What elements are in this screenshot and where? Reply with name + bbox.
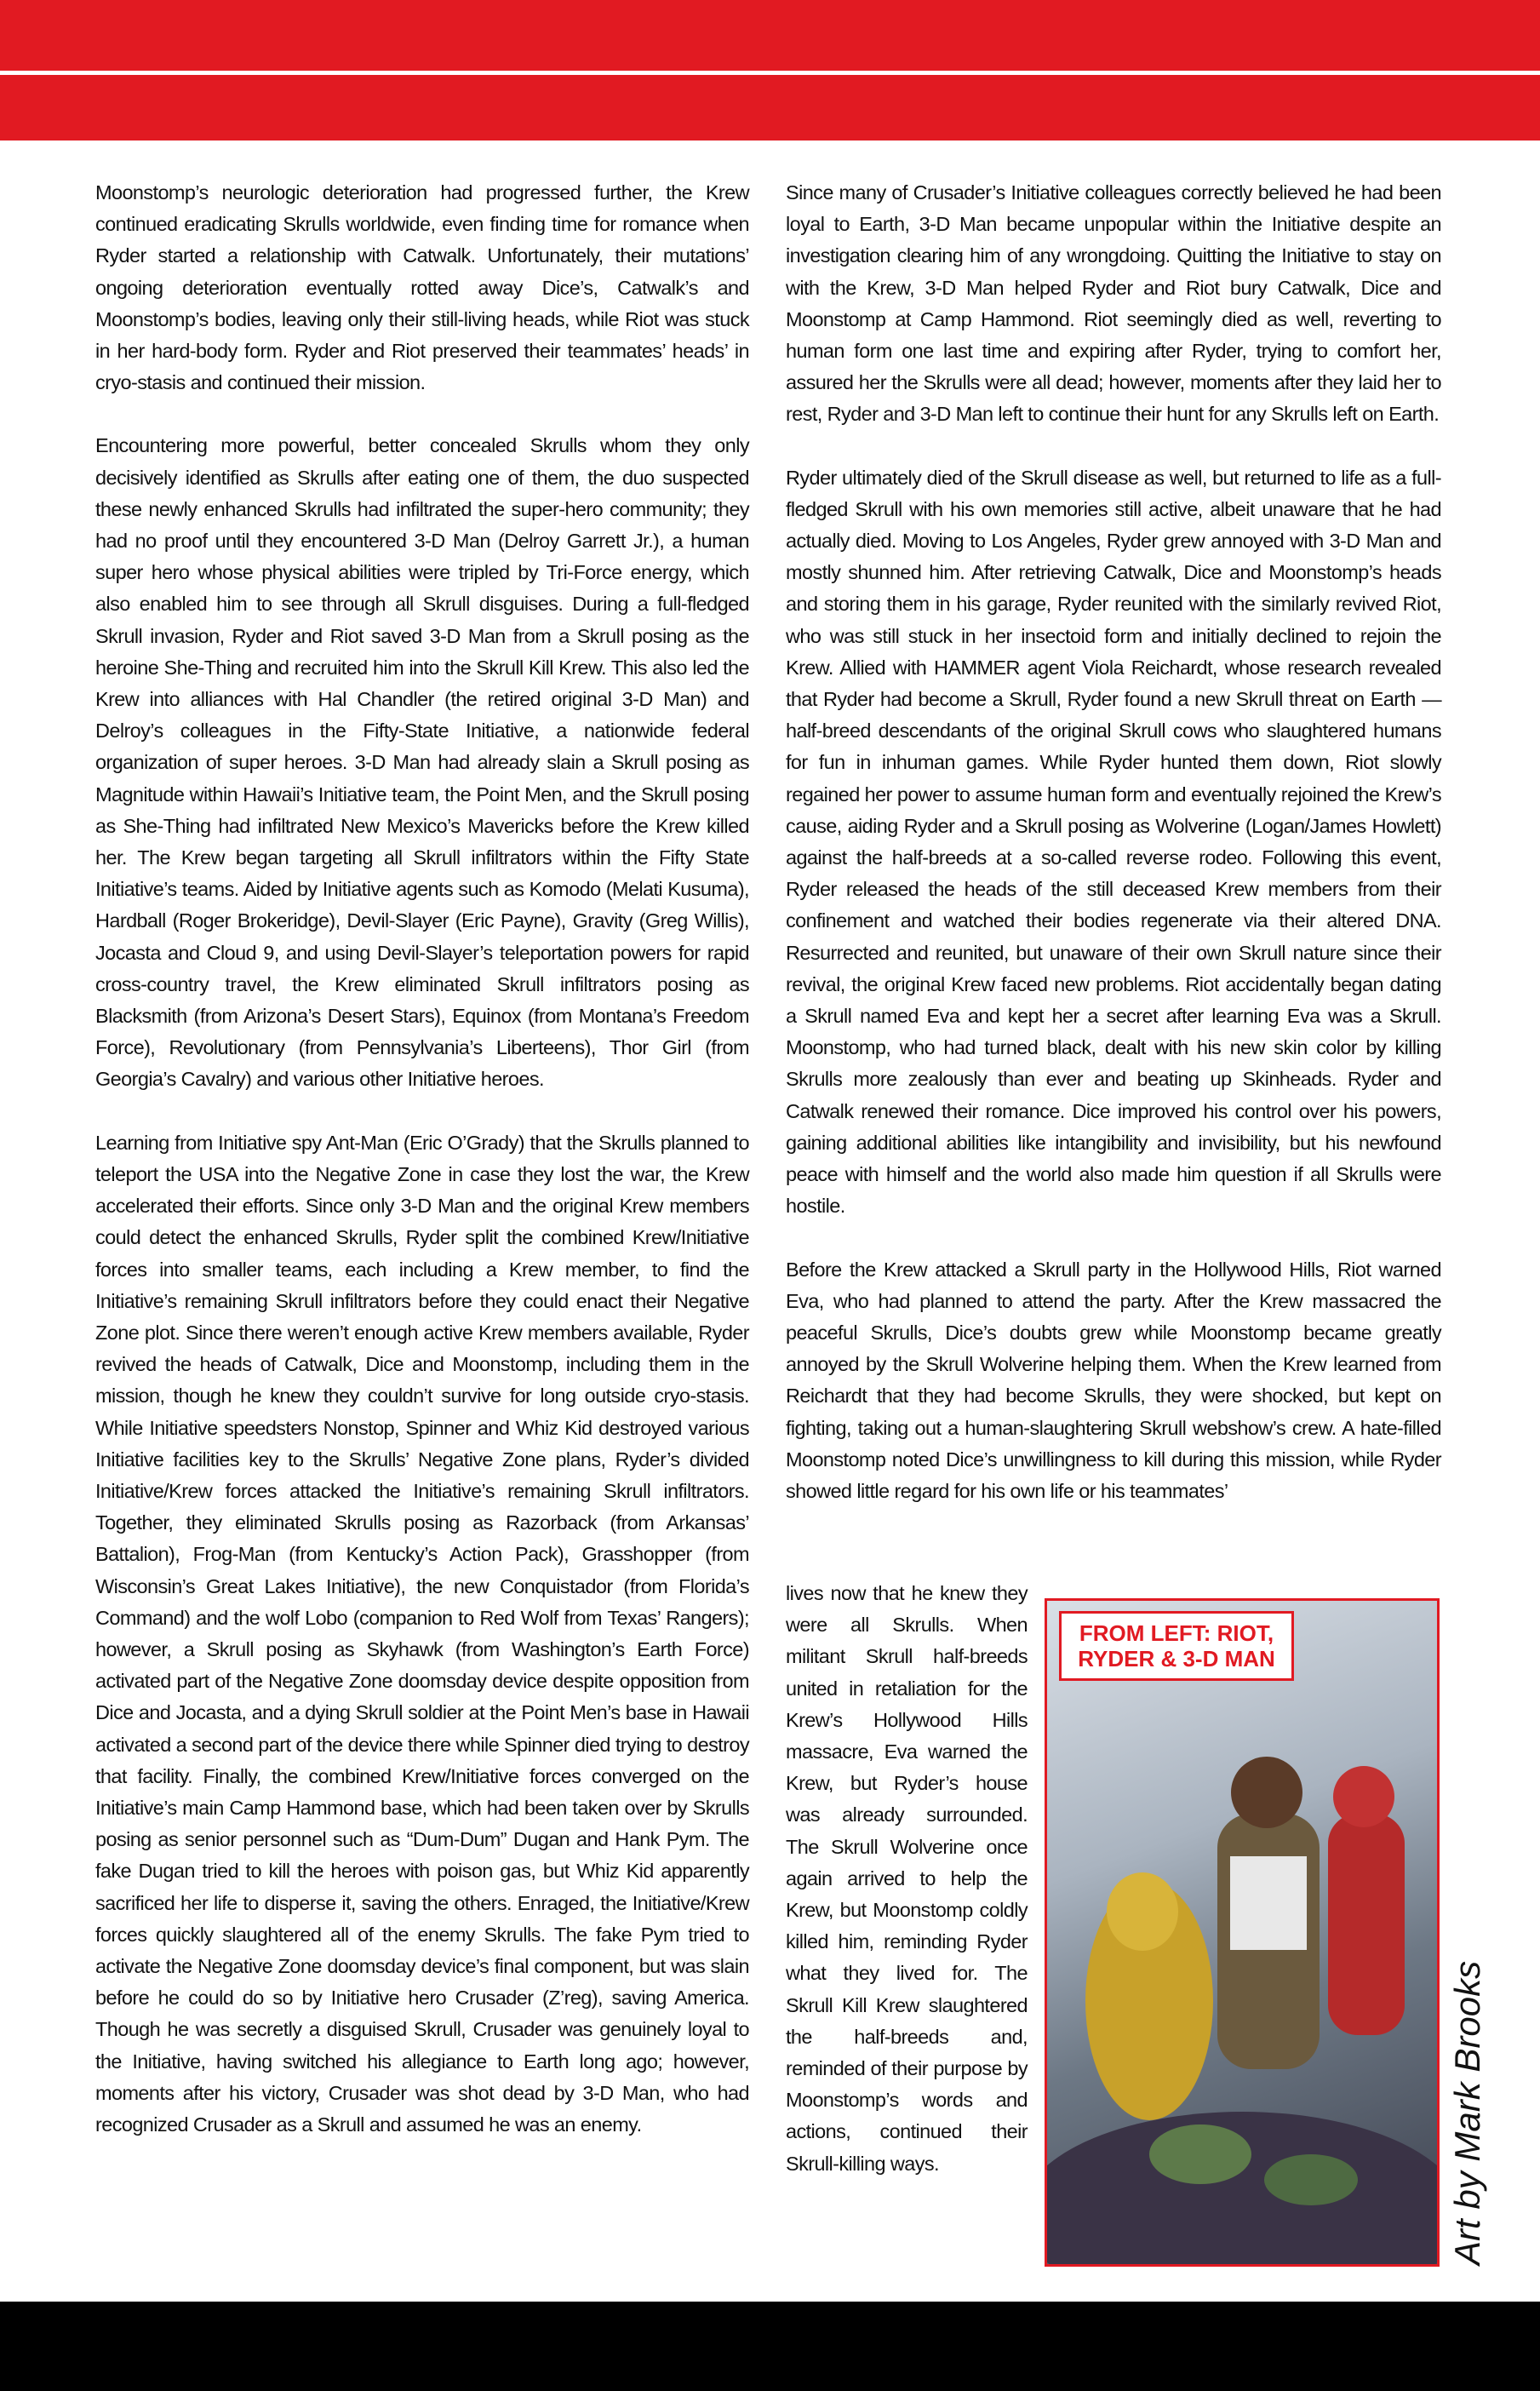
footer-bar bbox=[0, 2302, 1540, 2391]
header-bar bbox=[0, 0, 1540, 140]
art-caption: FROM LEFT: RIOT, RYDER & 3-D MAN bbox=[1059, 1611, 1294, 1681]
paragraph: Encountering more powerful, better concealed Skrulls whom they only decisively identified as Skrulls after eating one of them, the duo suspected these newly enhanced Skrulls had infiltrated the super-hero community; they had no proof until they encountered 3-D Man (Delroy Garrett Jr.), a human super hero whose physical abilities were tripled by Tri-Force energy, which also enabled him to see through all Skrull disguises. During a full-fledged Skrull invasion, Ryder and Riot saved 3-D Man from a Skrull posing as the heroine She-Thing and recruited him into the Skrull Kill Krew. This also led the Krew into alliances with Hal Chandler (the retired original 3-D Man) and Delroy’s colleagues in the Fifty-State Initiative, a nationwide federal organization of super heroes. 3-D Man had already slain a Skrull posing as Magnitude within Hawaii’s Initiative team, the Point Men, and the Skrull posing as She-Thing had infiltrated New Mexico’s Mavericks before the Krew killed her. The Krew began targeting all Skrull infiltrators within the Fifty State Initiative’s teams. Aided by Initiative agents such as Komodo (Melati Kusuma), Hardball (Roger Brokeridge), Devil-Slayer (Eric Payne), Gravity (Greg Willis), Jocasta and Cloud 9, and using Devil-Slayer’s teleportation powers for rapid cross-country travel, the Krew eliminated Skrull infiltrators posing as Blacksmith (from Arizona’s Desert Stars), Equinox (from Montana’s Freedom Force), Revolutionary (from Pennsylvania’s Liberteens), Thor Girl (from Georgia’s Cavalry) and various other Initiative heroes. bbox=[95, 434, 749, 1091]
paragraph: Learning from Initiative spy Ant-Man (Eric O’Grady) that the Skrulls planned to teleport the USA into the Negative Zone in case they lost the war, the Krew accelerated their efforts. Since only 3-D Man and the original Krew members could detect the enhanced Skrulls, Ryder split the combined Krew/Initiative forces into smaller teams, each including a Krew member, to find the Initiative’s remaining Skrull infiltrators before they could enact their Negative Zone plot. Since there weren’t enough active Krew members available, Ryder revived the heads of Catwalk, Dice and Moonstomp, including them in the mission, though he knew they couldn’t survive for long outside cryo-stasis. While Initiative speedsters Nonstop, Spinner and Whiz Kid destroyed various Initiative facilities key to the Skrulls’ Negative Zone plans, Ryder’s divided Initiative/Krew forces attacked the Initiative’s remaining Skrull infiltrators. Together, they eliminated Skrulls posing as Razorback (from Arkansas’ Battalion), Frog-Man (from Kentucky’s Action Pack), Grasshopper (from Wisconsin’s Great Lakes Initiative), the new Conquistador (from Florida’s Command) and the wolf Lobo (companion to Red Wolf from Texas’ Rangers); however, a Skrull posing as Skyhawk (from Washington’s Earth Force) activated part of the Negative Zone doomsday device despite opposition from Dice and Jocasta, and a dying Skrull soldier at the Point Men’s base in Hawaii activated a second part of the device there while Spinner died trying to destroy that facility. Finally, the combined Krew/Initiative forces converged on the Initiative’s main Camp Hammond base, which had been taken over by Skrulls posing as senior personnel such as “Dum-Dum” Dugan and Hank Pym. The fake Dugan tried to kill the heroes with poison gas, but Whiz Kid apparently sacrificed her life to disperse it, saving the others. Enraged, the Initiative/Krew forces quickly slaughtered all of the enemy Skrulls. The fake Pym tried to activate the Negative Zone doomsday device’s final component, but was slain before he could do so by Initiative hero Crusader (Z’reg), saving America. Though he was secretly a disguised Skrull, Crusader was genuinely loyal to the Initiative, having switched his allegiance to Earth long ago; however, moments after his victory, Crusader was shot dead by 3-D Man, who had recognized Crusader as a Skrull and assumed he was an enemy. bbox=[95, 1131, 749, 2136]
right-column bbox=[786, 177, 1441, 1507]
skrull-heads-2 bbox=[1264, 2154, 1358, 2205]
wrapped-paragraph: lives now that he knew they were all Skrulls. When militant Skrull half-breeds united in retaliation for the Krew’s Hollywood Hills massacre, Eva warned the Krew, but Ryder’s house was already surrounded. The Skrull Wolverine once again arrived to help the Krew, but Moonstomp coldly killed him, reminding Ryder what they lived for. The Skrull Kill Krew slaughtered the half-breeds and, reminded of their purpose by Moonstomp’s words and actions, continued their Skrull-killing ways. bbox=[786, 1582, 1028, 2175]
artwork-panel bbox=[1045, 1598, 1440, 2267]
threed-man-figure bbox=[1328, 1814, 1405, 2035]
header-stripe bbox=[0, 71, 1540, 75]
riot-head bbox=[1107, 1872, 1178, 1951]
paragraph: Ryder ultimately died of the Skrull disease as well, but returned to life as a full-fledged Skrull with his own memories still active, albeit unaware that he had actually died. Moving to Los Angeles, Ryder grew annoyed with 3-D Man and mostly shunned him. After retrieving Catwalk, Dice and Moonstomp’s heads and storing them in his garage, Ryder reunited with the similarly revived Riot, who was still stuck in her insectoid form and initially declined to rejoin the Krew. Allied with HAMMER agent Viola Reichardt, whose research revealed that Ryder had become a Skrull, Ryder found a new Skrull threat on Earth — half-breed descendants of the original Skrull cows who slaughtered humans for fun in inhuman games. While Ryder hunted them down, Riot slowly regained her power to assume human form and eventually rejoined the Krew’s cause, aiding Ryder and a Skrull posing as Wolverine (Logan/James Howlett) against the half-breeds at a so-called reverse rodeo. Following this event, Ryder released the heads of the still deceased Krew members from their confinement and watched their bodies regenerate via their altered DNA. Resurrected and reunited, but unaware of their own Skrull nature since their revival, the original Krew faced new problems. Riot accidentally began dating a Skrull named Eva and kept her a secret after learning Eva was a Skrull. Moonstomp, who had turned black, dealt with his new skin color by killing Skrulls more zealously than ever and beating up Skinheads. Ryder and Catwalk renewed their romance. Dice improved his control over his powers, gaining additional abilities like intangibility and invisibility, but his newfound peace with himself and the world also made him question if all Skrulls were hostile. bbox=[786, 466, 1441, 1218]
threed-man-head bbox=[1333, 1766, 1394, 1827]
paragraph: Before the Krew attacked a Skrull party in the Hollywood Hills, Riot warned Eva, who had planned to attend the party. After the Krew massacred the peaceful Skrulls, Dice’s doubts grew while Moonstomp became greatly annoyed by the Skrull Wolverine helping them. When the Krew learned from Reichardt that they had become Skrulls, they were shocked, but kept on fighting, taking out a human-slaughtering Skrull webshow’s crew. A hate-filled Moonstomp noted Dice’s unwillingness to kill during this mission, while Ryder showed little regard for his own life or his teammates’ bbox=[786, 1258, 1441, 1502]
ryder-shirt bbox=[1230, 1856, 1307, 1950]
ground-shape bbox=[1047, 2112, 1437, 2264]
artwork-illustration bbox=[1047, 1601, 1437, 2264]
paragraph: Moonstomp’s neurologic deterioration had progressed further, the Krew continued eradicating Skrulls worldwide, even finding time for romance when Ryder started a relationship with Catwalk. Unfortunately, their mutations’ ongoing deterioration eventually rotted away Dice’s, Catwalk’s and Moonstomp’s bodies, leaving only their still-living heads, while Riot was stuck in her hard-body form. Ryder and Riot preserved their teammates’ heads’ in cryo-stasis and continued their mission. bbox=[95, 181, 749, 394]
skrull-heads bbox=[1149, 2124, 1251, 2184]
art-credit: Art by Mark Brooks bbox=[1447, 1960, 1487, 2265]
left-column bbox=[95, 177, 749, 2172]
paragraph: Since many of Crusader’s Initiative colleagues correctly believed he had been loyal to Earth, 3-D Man became unpopular within the Initiative despite an investigation clearing him of any wrongdoing. Quitting the Initiative to stay on with the Krew, 3-D Man helped Ryder and Riot bury Catwalk, Dice and Moonstomp at Camp Hammond. Riot seemingly died as well, reverting to human form one last time and expiring after Ryder, trying to comfort her, assured her the Skrulls were all dead; however, moments after they laid her to rest, Ryder and 3-D Man left to continue their hunt for any Skrulls left on Earth. bbox=[786, 181, 1441, 426]
ryder-head bbox=[1231, 1757, 1302, 1828]
